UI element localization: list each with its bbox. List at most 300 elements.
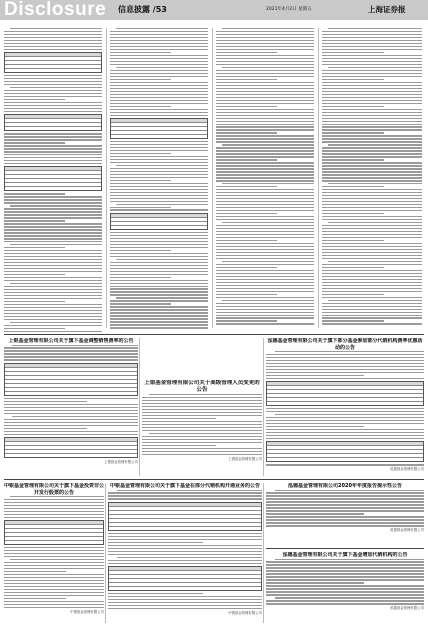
- text-line: [322, 109, 422, 110]
- notice-block: [4, 483, 104, 623]
- text-line: [266, 438, 424, 439]
- text-line: [322, 150, 422, 151]
- notice-signature: 泓德基金管理有限公司: [390, 467, 424, 472]
- text-line: [110, 103, 208, 104]
- text-line: [216, 64, 314, 65]
- text-line: [216, 177, 314, 178]
- text-line: [216, 273, 314, 274]
- text-line: [216, 306, 314, 307]
- text-line: [108, 599, 262, 600]
- text-line: [110, 235, 208, 236]
- text-line: [4, 583, 104, 584]
- notice-signature: 中银基金管理有限公司: [70, 609, 104, 614]
- text-line: [110, 70, 208, 71]
- text-line: [110, 309, 208, 310]
- block-divider: [266, 548, 424, 549]
- text-line: [322, 37, 422, 38]
- notice-title: 中银基金管理有限公司关于旗下基金在部分代销机构开通业务的公告: [109, 483, 260, 489]
- text-line: [322, 228, 422, 229]
- data-table: [4, 114, 102, 131]
- text-line: [110, 43, 208, 44]
- text-line: [4, 607, 104, 608]
- text-line: [216, 115, 314, 116]
- text-line: [110, 85, 208, 86]
- text-line: [322, 297, 422, 298]
- text-line: [266, 495, 424, 496]
- column-divider: [318, 28, 319, 328]
- text-line: [4, 226, 102, 227]
- text-line: [142, 427, 262, 428]
- section-title-en: Disclosure: [4, 0, 107, 20]
- article-column-1: [4, 28, 102, 331]
- text-line: [266, 375, 364, 376]
- text-line: [10, 496, 104, 497]
- text-line: [216, 58, 314, 59]
- text-line: [110, 209, 208, 210]
- text-line: [322, 97, 422, 98]
- notice-block: [266, 338, 424, 476]
- text-line: [10, 205, 102, 206]
- text-line: [110, 168, 208, 169]
- text-line: [322, 73, 422, 74]
- text-line: [4, 96, 102, 97]
- text-line: [110, 40, 208, 41]
- text-line: [322, 91, 422, 92]
- text-line: [4, 211, 102, 212]
- text-line: [4, 163, 102, 164]
- text-line: [4, 102, 102, 103]
- text-line: [108, 551, 262, 552]
- text-line: [216, 94, 314, 95]
- text-line: [4, 304, 102, 305]
- text-line: [4, 604, 104, 605]
- text-line: [216, 234, 314, 235]
- text-line: [142, 439, 262, 440]
- text-line: [216, 138, 314, 139]
- text-line: [142, 400, 262, 401]
- text-line: [4, 568, 104, 569]
- text-line: [10, 322, 102, 323]
- text-line: [110, 312, 208, 313]
- text-line: [216, 88, 314, 89]
- text-line: [322, 252, 422, 253]
- text-line: [110, 171, 208, 172]
- text-line: [108, 563, 262, 564]
- text-line: [222, 261, 314, 262]
- text-line: [266, 360, 424, 361]
- text-line: [328, 261, 422, 262]
- text-line: [117, 490, 262, 491]
- text-line: [216, 150, 314, 151]
- text-line: [4, 553, 104, 554]
- text-line: [110, 61, 208, 62]
- notice-title: 上银基金管理有限公司关于旗下基金调整销售费率的公告: [8, 338, 134, 344]
- text-line: [4, 353, 138, 354]
- text-line: [322, 43, 422, 44]
- text-line: [322, 40, 422, 41]
- text-line: [142, 409, 262, 410]
- text-line: [110, 195, 208, 196]
- text-line: [110, 238, 208, 239]
- text-line: [4, 277, 102, 278]
- text-line: [4, 565, 104, 566]
- text-line: [275, 490, 424, 491]
- text-line: [110, 271, 208, 272]
- text-line: [110, 141, 208, 142]
- text-line: [216, 246, 314, 247]
- text-line: [4, 142, 65, 143]
- text-line: [216, 162, 314, 163]
- text-line: [4, 223, 102, 224]
- text-line: [4, 280, 102, 281]
- text-line: [142, 421, 262, 422]
- text-line: [216, 219, 314, 220]
- text-line: [110, 88, 208, 89]
- text-line: [4, 413, 138, 414]
- text-line: [216, 279, 314, 280]
- text-line: [216, 186, 277, 187]
- section-divider: [4, 479, 424, 480]
- section-title-cn: 信息披露 /53: [118, 5, 167, 14]
- masthead: [0, 0, 428, 20]
- text-line: [10, 283, 102, 284]
- text-line: [216, 297, 314, 298]
- text-line: [108, 554, 262, 555]
- text-line: [4, 105, 102, 106]
- text-line: [322, 31, 422, 32]
- text-line: [222, 222, 314, 223]
- article-column-4: [322, 28, 422, 331]
- notice-signature: 上银基金管理有限公司: [228, 456, 262, 461]
- text-line: [110, 256, 208, 257]
- text-line: [4, 238, 102, 239]
- text-line: [328, 28, 422, 29]
- text-line: [222, 300, 314, 301]
- text-line: [322, 180, 422, 181]
- text-line: [322, 189, 422, 190]
- text-line: [4, 295, 102, 296]
- text-line: [110, 283, 208, 284]
- text-line: [4, 235, 102, 236]
- text-line: [216, 43, 314, 44]
- text-line: [266, 366, 424, 367]
- text-line: [322, 79, 384, 80]
- text-line: [275, 414, 424, 415]
- text-line: [216, 249, 314, 250]
- text-line: [266, 600, 424, 601]
- text-line: [10, 244, 102, 245]
- text-line: [108, 602, 262, 603]
- text-line: [322, 267, 384, 268]
- text-line: [110, 156, 208, 157]
- text-line: [216, 37, 314, 38]
- text-line: [110, 280, 208, 281]
- text-line: [110, 244, 208, 245]
- text-line: [322, 34, 422, 35]
- text-line: [110, 300, 208, 301]
- text-line: [4, 262, 102, 263]
- text-line: [216, 106, 277, 107]
- text-line: [108, 536, 262, 537]
- text-line: [322, 76, 422, 77]
- text-line: [149, 433, 262, 434]
- text-line: [110, 115, 208, 116]
- text-line: [266, 354, 424, 355]
- text-line: [216, 312, 314, 313]
- text-line: [222, 28, 314, 29]
- text-line: [110, 147, 208, 148]
- text-line: [322, 309, 422, 310]
- text-line: [322, 55, 422, 56]
- text-line: [216, 31, 314, 32]
- text-line: [266, 603, 424, 604]
- text-line: [216, 118, 314, 119]
- text-line: [110, 253, 208, 254]
- text-line: [216, 303, 314, 304]
- text-line: [4, 193, 65, 194]
- text-line: [275, 351, 424, 352]
- data-table: [266, 381, 424, 406]
- notice-block: [266, 552, 424, 623]
- text-line: [322, 225, 422, 226]
- text-line: [110, 286, 208, 287]
- text-line: [142, 424, 262, 425]
- text-line: [4, 289, 102, 290]
- text-line: [108, 560, 262, 561]
- text-line: [216, 126, 314, 127]
- text-line: [216, 97, 314, 98]
- text-line: [322, 106, 384, 107]
- text-line: [4, 75, 102, 76]
- text-line: [322, 141, 422, 142]
- text-line: [110, 189, 208, 190]
- text-line: [110, 177, 208, 178]
- text-line: [4, 301, 65, 302]
- text-line: [322, 204, 422, 205]
- text-line: [275, 597, 424, 598]
- text-line: [216, 207, 314, 208]
- notice-body: [266, 490, 424, 527]
- text-line: [322, 168, 422, 169]
- text-line: [322, 323, 422, 324]
- text-line: [4, 217, 102, 218]
- text-line: [4, 410, 138, 411]
- text-line: [142, 436, 262, 437]
- text-line: [216, 195, 314, 196]
- text-line: [4, 78, 102, 79]
- text-line: [266, 501, 424, 502]
- text-line: [216, 291, 314, 292]
- text-line: [142, 445, 216, 446]
- text-line: [4, 214, 102, 215]
- text-line: [4, 598, 66, 599]
- text-line: [110, 186, 208, 187]
- notice-block: [4, 338, 138, 476]
- text-line: [266, 408, 424, 409]
- text-line: [322, 294, 384, 295]
- text-line: [4, 431, 138, 432]
- notice-block: [142, 380, 262, 476]
- text-line: [322, 317, 422, 318]
- text-line: [266, 594, 424, 595]
- text-line: [322, 171, 422, 172]
- text-line: [116, 28, 208, 29]
- block-divider: [105, 483, 106, 623]
- text-line: [322, 138, 422, 139]
- text-line: [216, 34, 314, 35]
- notice-block: [108, 483, 262, 623]
- text-line: [216, 147, 314, 148]
- text-line: [4, 556, 104, 557]
- text-line: [322, 210, 422, 211]
- text-line: [4, 145, 102, 146]
- data-table: [108, 502, 262, 531]
- text-line: [110, 192, 208, 193]
- text-line: [322, 315, 422, 316]
- text-line: [110, 100, 208, 101]
- text-line: [117, 557, 262, 558]
- text-line: [4, 316, 102, 317]
- text-line: [266, 516, 424, 517]
- text-line: [108, 608, 262, 609]
- text-line: [216, 213, 277, 214]
- text-line: [10, 559, 104, 560]
- text-line: [216, 255, 314, 256]
- text-line: [4, 157, 102, 158]
- text-line: [4, 241, 102, 242]
- text-line: [142, 406, 262, 407]
- text-line: [4, 419, 138, 420]
- text-line: [4, 265, 102, 266]
- text-line: [4, 595, 104, 596]
- text-line: [4, 202, 102, 203]
- article-column-2: [110, 28, 208, 331]
- text-line: [4, 274, 65, 275]
- text-line: [266, 513, 364, 514]
- text-line: [322, 270, 422, 271]
- text-line: [216, 180, 314, 181]
- text-line: [322, 126, 422, 127]
- text-line: [322, 94, 422, 95]
- text-line: [322, 276, 422, 277]
- text-line: [216, 216, 314, 217]
- section-divider: [4, 334, 424, 335]
- issue-date: 2021年4月2日 星期五: [266, 7, 312, 12]
- text-line: [216, 132, 277, 133]
- text-line: [266, 429, 424, 430]
- text-line: [222, 67, 314, 68]
- text-line: [216, 109, 314, 110]
- text-line: [322, 52, 384, 53]
- text-line: [110, 46, 208, 47]
- text-line: [4, 586, 104, 587]
- text-line: [4, 49, 102, 50]
- text-line: [4, 43, 102, 44]
- text-line: [110, 82, 208, 83]
- notice-title: 泓德基金管理有限公司2020年年度报告提示性公告: [288, 483, 402, 489]
- text-line: [266, 372, 424, 373]
- text-line: [216, 135, 314, 136]
- text-line: [216, 192, 314, 193]
- text-line: [322, 147, 422, 148]
- text-line: [266, 498, 424, 499]
- text-line: [149, 394, 262, 395]
- data-table: [4, 166, 102, 191]
- text-line: [110, 73, 208, 74]
- text-line: [216, 198, 314, 199]
- text-line: [328, 183, 422, 184]
- text-line: [216, 70, 314, 71]
- text-line: [216, 61, 314, 62]
- text-line: [4, 259, 102, 260]
- text-line: [110, 250, 171, 251]
- text-line: [4, 46, 102, 47]
- text-line: [216, 276, 314, 277]
- text-line: [275, 559, 424, 560]
- text-line: [216, 270, 314, 271]
- text-line: [4, 136, 102, 137]
- text-line: [322, 85, 422, 86]
- text-line: [110, 144, 208, 145]
- text-line: [4, 601, 104, 602]
- text-line: [322, 219, 422, 220]
- text-line: [266, 510, 424, 511]
- text-line: [266, 464, 424, 465]
- text-line: [222, 183, 314, 184]
- text-line: [110, 58, 208, 59]
- text-line: [4, 313, 102, 314]
- text-line: [322, 273, 422, 274]
- text-line: [322, 213, 384, 214]
- text-line: [4, 292, 102, 293]
- text-line: [216, 85, 314, 86]
- data-table: [4, 520, 104, 545]
- text-line: [142, 442, 262, 443]
- text-line: [142, 430, 262, 431]
- text-line: [266, 573, 424, 574]
- text-line: [322, 320, 384, 321]
- text-line: [108, 545, 262, 546]
- text-line: [266, 432, 424, 433]
- text-line: [4, 350, 138, 351]
- text-line: [4, 90, 102, 91]
- text-line: [266, 378, 424, 379]
- text-line: [216, 282, 314, 283]
- text-line: [4, 81, 102, 82]
- text-line: [266, 522, 424, 523]
- text-line: [322, 243, 422, 244]
- text-line: [12, 345, 138, 346]
- text-line: [110, 97, 208, 98]
- text-line: [266, 411, 424, 412]
- column-divider: [212, 28, 213, 328]
- text-line: [110, 174, 208, 175]
- text-line: [142, 451, 262, 452]
- text-line: [116, 297, 208, 298]
- text-line: [216, 49, 314, 50]
- text-line: [4, 40, 102, 41]
- text-line: [110, 55, 208, 56]
- text-line: [4, 571, 66, 572]
- text-line: [216, 317, 314, 318]
- text-line: [4, 139, 102, 140]
- text-line: [322, 186, 384, 187]
- text-line: [142, 415, 262, 416]
- notice-signature: 泓德基金管理有限公司: [390, 606, 424, 611]
- text-line: [110, 288, 208, 289]
- text-line: [266, 588, 424, 589]
- text-line: [216, 165, 314, 166]
